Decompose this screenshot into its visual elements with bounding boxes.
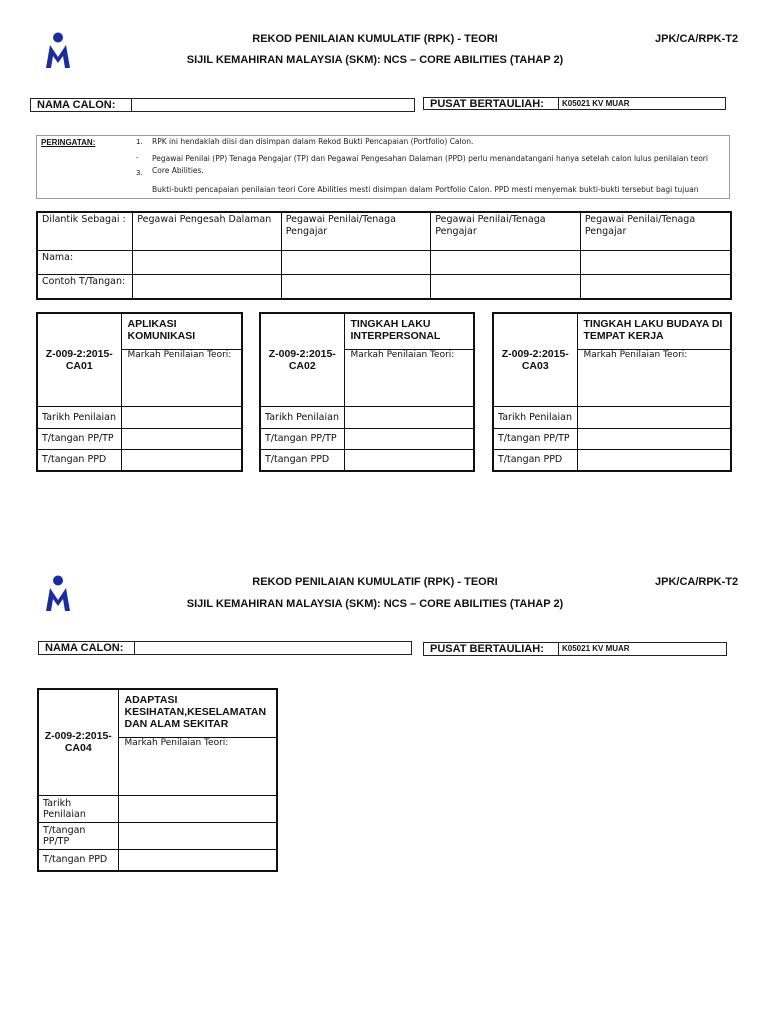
tarikh-label: Tarikh Penilaian — [493, 406, 577, 428]
ppd-label: T/tangan PPD — [493, 449, 577, 471]
tarikh-label: Tarikh Penilaian — [37, 406, 121, 428]
signature-cell[interactable] — [281, 274, 431, 299]
signature-cell[interactable] — [431, 274, 581, 299]
pp-tp-field[interactable] — [577, 428, 731, 449]
pp-tp-label: T/tangan PP/TP — [37, 428, 121, 449]
module-name: ADAPTASI KESIHATAN,KESELAMATAN DAN ALAM SEKITAR — [118, 689, 277, 737]
ppd-field[interactable] — [118, 849, 277, 871]
markah-field[interactable]: Markah Penilaian Teori: — [118, 737, 277, 795]
tarikh-field[interactable] — [121, 406, 242, 428]
module-name: TINGKAH LAKU INTERPERSONAL — [344, 313, 474, 349]
module-table — [36, 312, 243, 472]
signature-cell[interactable] — [133, 274, 281, 299]
module-table — [37, 688, 278, 872]
module-code: Z-009-2:2015-CA03 — [493, 313, 577, 406]
jpk-logo-icon — [45, 32, 71, 68]
nama-cell[interactable] — [431, 250, 581, 274]
form-subtitle: SIJIL KEMAHIRAN MALAYSIA (SKM): NCS – CORE ABILITIES (TAHAP 2) — [186, 54, 564, 66]
pp-tp-field[interactable] — [118, 822, 277, 849]
form-code: JPK/CA/RPK-T2 — [655, 576, 739, 588]
module-code: Z-009-2:2015-CA01 — [37, 313, 121, 406]
warning-item-text: Core Abilities. — [152, 166, 204, 175]
tarikh-field[interactable] — [118, 795, 277, 822]
officers-header: Pegawai Penilai/Tenaga Pengajar — [431, 212, 581, 250]
warning-item-text: RPK ini hendaklah diisi dan disimpan dalam Rekod Bukti Pencapaian (Portfolio) Calon. — [152, 137, 474, 146]
module-code: Z-009-2:2015-CA04 — [38, 689, 118, 795]
officers-header: Pegawai Pengesah Dalaman — [133, 212, 281, 250]
warning-item-text: Bukti-bukti pencapaian penilaian teori Core Abilities mesti disimpan dalam Portfolio Calon. PPD mesti menyemak bukti-bukti tersebut bagi tujuan — [152, 185, 699, 194]
pp-tp-label: T/tangan PP/TP — [493, 428, 577, 449]
warning-item-num: - — [136, 154, 139, 162]
signature-cell[interactable] — [580, 274, 731, 299]
officers-header: Pegawai Penilai/Tenaga Pengajar — [580, 212, 731, 250]
markah-field[interactable]: Markah Penilaian Teori: — [344, 349, 474, 406]
officers-table — [36, 211, 732, 300]
tarikh-field[interactable] — [577, 406, 731, 428]
nama-row-label: Nama: — [37, 250, 133, 274]
officers-header: Pegawai Penilai/Tenaga Pengajar — [281, 212, 431, 250]
pusat-bertauliah-label: PUSAT BERTAULIAH: — [423, 97, 559, 110]
nama-calon-field[interactable] — [131, 98, 415, 112]
pusat-bertauliah-value: K05021 KV MUAR — [562, 644, 630, 653]
markah-field[interactable]: Markah Penilaian Teori: — [577, 349, 731, 406]
form-title: REKOD PENILAIAN KUMULATIF (RPK) - TEORI — [252, 33, 498, 45]
ppd-label: T/tangan PPD — [260, 449, 344, 471]
pp-tp-field[interactable] — [121, 428, 242, 449]
nama-cell[interactable] — [281, 250, 431, 274]
warning-item-num: 3. — [136, 169, 143, 177]
nama-cell[interactable] — [133, 250, 281, 274]
warning-item-num: 1. — [136, 138, 143, 146]
ppd-label: T/tangan PPD — [37, 449, 121, 471]
nama-calon-label: NAMA CALON: — [38, 641, 135, 655]
pp-tp-label: T/tangan PP/TP — [38, 822, 118, 849]
ppd-label: T/tangan PPD — [38, 849, 118, 871]
form-title: REKOD PENILAIAN KUMULATIF (RPK) - TEORI — [252, 576, 498, 588]
module-name: TINGKAH LAKU BUDAYA DI TEMPAT KERJA — [577, 313, 731, 349]
signature-row-label: Contoh T/Tangan: — [37, 274, 133, 299]
module-name: APLIKASI KOMUNIKASI — [121, 313, 242, 349]
module-table — [492, 312, 732, 472]
ppd-field[interactable] — [577, 449, 731, 471]
officers-header: Dilantik Sebagai : — [37, 212, 133, 250]
pp-tp-label: T/tangan PP/TP — [260, 428, 344, 449]
warning-item-text: Pegawai Penilai (PP) Tenaga Pengajar (TP) dan Pegawai Pengesahan Dalaman (PPD) perlu menandatangani hanya setelah calon lulus penilaian teori — [152, 154, 708, 163]
tarikh-label: Tarikh Penilaian — [260, 406, 344, 428]
warning-box — [36, 135, 730, 199]
pusat-bertauliah-label: PUSAT BERTAULIAH: — [423, 642, 559, 656]
markah-field[interactable]: Markah Penilaian Teori: — [121, 349, 242, 406]
pusat-bertauliah-value: K05021 KV MUAR — [562, 99, 630, 108]
tarikh-label: Tarikh Penilaian — [38, 795, 118, 822]
jpk-logo-icon — [45, 575, 71, 611]
module-table — [259, 312, 475, 472]
nama-calon-field[interactable] — [134, 641, 412, 655]
pusat-bertauliah-field[interactable] — [558, 97, 726, 110]
tarikh-field[interactable] — [344, 406, 474, 428]
pp-tp-field[interactable] — [344, 428, 474, 449]
nama-cell[interactable] — [580, 250, 731, 274]
warning-title: PERINGATAN: — [41, 138, 96, 147]
pusat-bertauliah-field[interactable] — [558, 642, 727, 656]
module-code: Z-009-2:2015-CA02 — [260, 313, 344, 406]
form-subtitle: SIJIL KEMAHIRAN MALAYSIA (SKM): NCS – CORE ABILITIES (TAHAP 2) — [186, 598, 564, 610]
ppd-field[interactable] — [121, 449, 242, 471]
form-code: JPK/CA/RPK-T2 — [655, 33, 739, 45]
ppd-field[interactable] — [344, 449, 474, 471]
nama-calon-label: NAMA CALON: — [30, 98, 132, 112]
